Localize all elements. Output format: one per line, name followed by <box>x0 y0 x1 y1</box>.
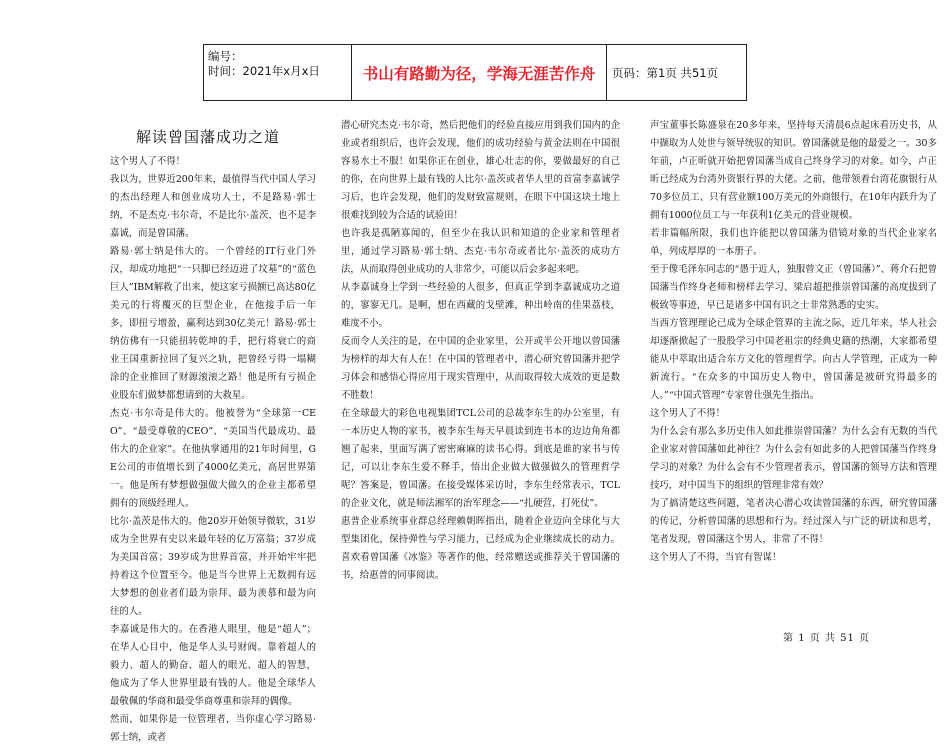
paragraph: 惠普企业系统事业群总经理赖朝晖指出，随着企业迈向全球化与大型集团化，保持弹性与学习能力，已经成为企业继续成长的动力。喜欢看曾国藩《冰鉴》等著作的他，经常赠送或推荐关于曾国藩的书，给惠普的同事阅读。 <box>341 516 620 581</box>
paragraph: 在全球最大的彩色电视集团TCL公司的总裁李东生的办公室里，有一本历史人物的家书，被李东生每天早晨读到连书本的边边角角都翘了起来，里面写满了密密麻麻的读书心得。到底是谁的家书与传记，可以让李东生爱不释手，悟出企业做大做强做久的管理哲学呢？答案是，曾国藩。在接受媒体采访时，李东生经常表示，TCL的企业文化，就是师法湘军的治军理念——“扎硬营，打死仗”。 <box>341 408 620 509</box>
paragraph: 为什么会有那么多历史伟人如此推崇曾国藩？为什么会有无数的当代企业家对曾国藩如此神往？为什么会有如此多的人把曾国藩当作终身学习的对象？为什么会有不少管理者表示，曾国藩的领导方法和管理技巧，对中国当下的组织的管理非常有效？ <box>650 426 937 491</box>
paragraph: 至于像毛泽东同志的“愚于近人，独服曾文正（曾国藩）”、蒋介石把曾国藩当作终身老师和榜样去学习、梁启超把推崇曾国藩的高度拔到了极致等事迹，早已是诸多中国有识之士非常熟悉的史实。 <box>650 264 937 311</box>
number-label: 编号： <box>208 49 243 63</box>
header-motto: 书山有路勤为径，学海无涯苦作舟 <box>362 64 596 83</box>
paragraph: 当西方管理理论已成为全球企管界的主流之际，近几年来，华人社会却逐渐掀起了一股股学习中国老祖宗的经典史籍的热潮，大家都希望能从中萃取出适合东方文化的管理哲学。向古人学管理，正成为一种新流行。“在众多的中国历史人物中，曾国藩是被研究得最多的人。”“中国式管理”专家曾仕强先生指出。 <box>650 318 937 401</box>
paragraph: 这个男人了不得，当官有智谋！ <box>650 552 782 563</box>
paragraph: 潜心研究杰克·韦尔奇，然后把他们的经验直接应用到我们国内的企业或者组织后，也许会发现，他们的成功经验与黄金法则在中国很容易水土不服！如果你正在创业，雄心壮志的你，要做最好的自己的你，在向世界上最有钱的人比尔·盖茨或者华人里的首富李嘉诚学习后，也许会发现，他们的发财致富规则，在眼下中国这块土地上很难找到较为合适的试验田！ <box>341 120 620 221</box>
paragraph: 路易·郭士纳是伟大的。一个曾经的IT行业门外汉，却成功地把“一只脚已经迈进了坟墓”的“蓝色巨人”IBM解救了出来，使这家亏损额已高达80亿美元的行将覆灭的巨型企业，在他接手后一年多，即扭亏增盈，赢利达到30亿美元！路易·郭士纳仿佛有一只能扭转乾坤的手，把行将衰亡的商业王国重新拉回了复兴之轨，把曾经亏得一塌糊涂的企业推回了财源滚滚之路！他是所有亏损企业股东们做梦都想请到的大救星。 <box>110 246 316 401</box>
text-column-1 <box>110 153 316 747</box>
paragraph: 我以为，世界近200年来，最值得当代中国人学习的杰出经理人和创业成功人士，不是路易·郭士纳，不是杰克·韦尔奇，不是比尔·盖茨，也不是李嘉诚，而是曾国藩。 <box>110 174 316 239</box>
time-label: 时间：2021年x月x日 <box>208 64 320 78</box>
document-header <box>203 44 747 101</box>
paragraph: 这个男人了不得！ <box>110 156 186 167</box>
page-footer: 第 1 页 共 51 页 <box>783 633 870 644</box>
paragraph: 为了搞清楚这些问题，笔者决心潜心攻读曾国藩的东西，研究曾国藩的传记，分析曾国藩的思想和行为。经过深入与广泛的研读和思考，笔者发现，曾国藩这个男人，非常了不得！ <box>650 498 937 545</box>
paragraph: 然而，如果你是一位管理者，当你虚心学习路易·郭士纳，或者 <box>110 714 316 743</box>
header-meta <box>208 49 348 79</box>
header-divider-right <box>606 45 607 100</box>
paragraph: 李嘉诚是伟大的。在香港人眼里，他是“超人”；在华人心目中，他是华人头号财阀。靠着超人的毅力、超人的勤奋、超人的眼光、超人的智慧，他成为了华人世界里最有钱的人。他是全球华人最敬佩的华商和最受华商尊重和崇拜的偶像。 <box>110 624 316 707</box>
header-page-label: 页码：第1页 共51页 <box>612 65 719 80</box>
paragraph: 声宝董事长陈盛泉在20多年来，坚持每天清晨6点起床看历史书，从中撷取为人处世与领导统驭的知识。曾国藩就是他的最爱之一。30多年前，卢正昕就开始把曾国藩当成自己终身学习的对象。如今，卢正昕已经成为台湾外资银行界的大佬。之前，他带领着台湾花旗银行从70多位员工、只有营业额100万美元的外商银行，在10年内跃升为了拥有1000位员工与一年获利1亿美元的营业规模。 <box>650 120 937 221</box>
paragraph: 比尔·盖茨是伟大的。他20岁开始领导微软，31岁成为全世界有史以来最年轻的亿万富翁；37岁成为美国首富；39岁成为世界首富，并开始牢牢把持着这个位置至今。他是当今世界上无数拥有远大梦想的创业者们最为崇拜、最为羡慕和最为向往的人。 <box>110 516 316 617</box>
paragraph: 杰克·韦尔奇是伟大的。他被誉为“全球第一CEO”、“最受尊敬的CEO”、“美国当代最成功、最伟大的企业家”。在他执掌通用的21年时间里，GE公司的市值增长到了4000亿美元，高居世界第一。他是所有梦想做强做大做久的企业主都希望拥有的顶级经理人。 <box>110 408 316 509</box>
paragraph: 也许我是孤陋寡闻的，但至少在我认识和知道的企业家和管理者里，通过学习路易·郭士纳、杰克·韦尔奇或者比尔·盖茨的成功方法，从而取得创业成功的人非常少，可能以后会多起来吧。 <box>341 228 620 275</box>
paragraph: 反而令人关注的是，在中国的企业家里，公开或半公开地以曾国藩为榜样的却大有人在！在中国的管理者中，潜心研究曾国藩并把学习体会和感悟心得应用于现实管理中，从而取得较大成效的更是数不胜数！ <box>341 336 620 401</box>
text-column-2 <box>341 117 620 585</box>
paragraph: 这个男人了不得！ <box>650 408 726 419</box>
paragraph: 若非篇幅所限，我们也许能把以曾国藩为借镜对象的当代企业家名单，列成厚厚的一本册子。 <box>650 228 937 257</box>
text-column-3 <box>650 117 937 567</box>
paragraph: 从李嘉诚身上学到一些经验的人很多，但真正学到李嘉诚成功之道的，寥寥无几。是啊，想在西藏的戈壁滩，种出岭南的佳果荔枝，难度不小。 <box>341 282 620 329</box>
article-title: 解读曾国藩成功之道 <box>135 128 280 146</box>
